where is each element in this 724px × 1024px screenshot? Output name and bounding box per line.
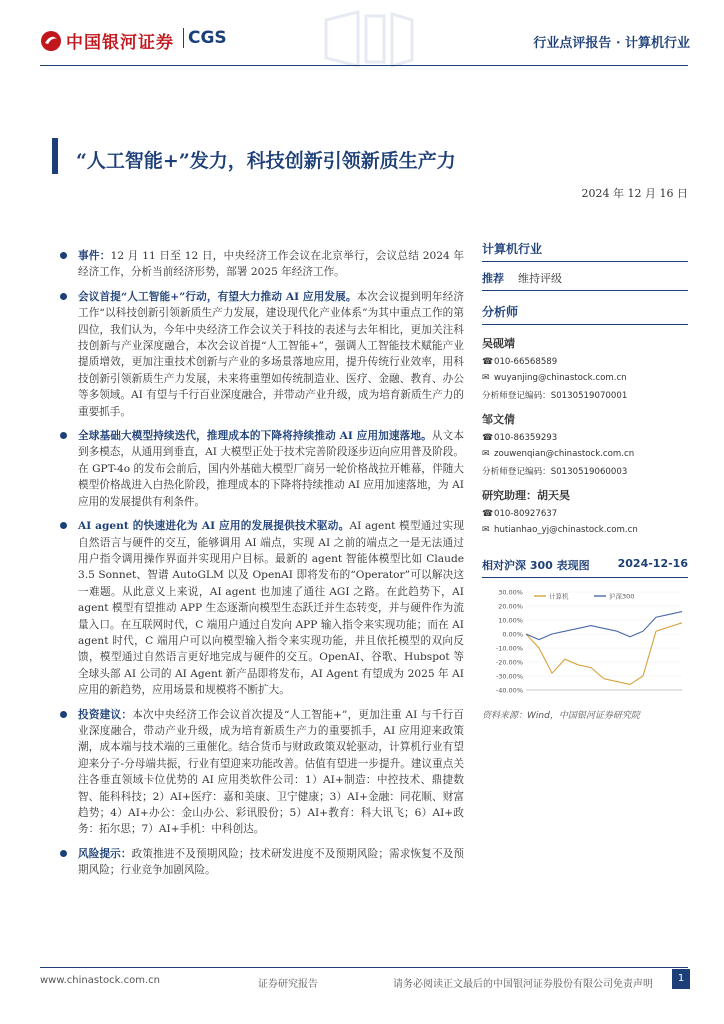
- rating-value: 维持评级: [518, 272, 562, 285]
- rating-row: [482, 270, 688, 286]
- footer-divider: [40, 967, 688, 968]
- header-divider: [40, 65, 688, 66]
- analyst-email[interactable]: ✉ zouwenqian@chinastock.com.cn: [482, 449, 635, 459]
- analyst-heading: 分析师: [482, 305, 519, 319]
- bullet-icon: [60, 711, 67, 718]
- sidebar-divider: [482, 577, 688, 578]
- industry-label: 计算机行业: [482, 242, 543, 256]
- title-accent-bar: [52, 138, 58, 174]
- paragraph-lead: 投资建议：: [78, 708, 133, 721]
- y-tick-label: -30.00%: [495, 672, 523, 681]
- analyst-cert: 分析师登记编码：S0130519060003: [482, 467, 628, 477]
- main-content: [58, 248, 464, 887]
- chart-title-row: [482, 557, 688, 573]
- paragraph-body: 政策推进不及预期风险；技术研发进度不及预期风险；需求恢复不及预期风险；行业竞争加剧风险。: [78, 847, 465, 877]
- paragraph-body: 12 月 11 日至 12 日，中央经济工作会议在北京举行，会议总结 2024 年经济工作，分析当前经济形势，部署 2025 年经济工作。: [78, 250, 464, 279]
- email-icon: ✉: [482, 373, 490, 383]
- y-tick-label: 20.00%: [498, 602, 523, 611]
- bullet-icon: [60, 432, 67, 439]
- paragraph-body: 从文本到多模态，从通用到垂直，AI 大模型正处于技术完善阶段逐步迈向应用普及阶段。在 GPT-4o 的发布会前后，国内外基础大模型厂商另一轮价格战拉开帷幕，伴随大模型价格战进入白热化阶段，推理成本的下降将持续推动 AI 应用加速落地，为 AI 应用的发展提供有利条件。: [78, 430, 464, 508]
- assistant-phone: ☎010-80927637: [482, 509, 558, 519]
- company-logo-icon: [40, 30, 62, 52]
- analyst-phone: ☎010-86359293: [482, 433, 558, 443]
- footer-disclaimer: 请务必阅读正文最后的中国银河证券股份有限公司免责声明: [393, 979, 653, 990]
- bullet-icon: [60, 293, 67, 300]
- bullet-icon: [60, 850, 67, 857]
- sidebar: [482, 240, 688, 721]
- analyst-phone: ☎010-66568589: [482, 357, 558, 367]
- paragraph-lead: 会议首提“人工智能+”行动，有望大力推动 AI 应用发展。: [78, 290, 357, 303]
- page-number: 1: [672, 969, 690, 989]
- paragraph: [58, 289, 464, 420]
- y-tick-label: 30.00%: [498, 588, 523, 597]
- paragraph-body: 本次会议提到明年经济工作“以科技创新引领新质生产力发展，建设现代化产业体系”为其中重点工作的第四位，我们认为，今年中央经济工作会议关于科技的表述与去年相比，更加关注科技创新与产业深度融合，本次会议首提“人工智能+”，强调人工智能技术赋能产业提质增效，更加注重技术创新与产业的多场景落地应用，提升传统行业效率，用科技创新引领新质生产力发展，未来将重塑如传统制造业、医疗、金融、教育、办公等多领域。AI 有望与千行百业深度融合，并带动产业升级，成为培育新质生产力的重要抓手。: [78, 290, 464, 418]
- paragraph: [58, 707, 464, 838]
- analyst-email[interactable]: ✉ wuyanjing@chinastock.com.cn: [482, 373, 627, 383]
- chart-date: 2024-12-16: [617, 557, 688, 570]
- y-tick-label: 10.00%: [498, 616, 523, 625]
- phone-icon: ☎: [482, 509, 494, 519]
- rating-label: 推荐: [482, 272, 504, 285]
- email-icon: ✉: [482, 449, 490, 459]
- watermark-logo-icon: [318, 10, 418, 68]
- paragraph-lead: 全球基础大模型持续迭代，推理成本的下降将持续推动 AI 应用加速落地。: [78, 430, 432, 443]
- legend-label: 沪深300: [609, 592, 635, 601]
- paragraph-lead: 事件：: [78, 250, 111, 262]
- legend-label: 计算机: [549, 592, 569, 601]
- analyst-cert: 分析师登记编码：S0130519070001: [482, 391, 628, 401]
- analyst-name: 吴砚靖: [482, 337, 515, 350]
- report-type: 行业点评报告 · 计算机行业: [533, 36, 690, 51]
- y-tick-label: -10.00%: [495, 644, 523, 653]
- performance-chart: [482, 582, 688, 700]
- sidebar-divider: [482, 290, 688, 291]
- series-line-hs300: [526, 612, 682, 640]
- footer-label: 证券研究报告: [258, 979, 318, 990]
- footer-url[interactable]: www.chinastock.com.cn: [40, 975, 160, 986]
- series-line-computer: [526, 623, 682, 685]
- paragraph: [58, 248, 464, 281]
- chart-title: 相对沪深 300 表现图: [482, 559, 590, 572]
- y-tick-label: 0.00%: [502, 630, 523, 639]
- bullet-icon: [60, 252, 67, 259]
- y-tick-label: -20.00%: [495, 658, 523, 667]
- sidebar-divider: [482, 261, 688, 262]
- phone-icon: ☎: [482, 433, 494, 443]
- assistant-name: 研究助理：胡天昊: [482, 489, 570, 502]
- y-tick-label: -40.00%: [495, 686, 523, 695]
- report-title: “人工智能+”发力，科技创新引领新质生产力: [76, 150, 456, 172]
- chart-source: 资料来源：Wind，中国银河证券研究院: [482, 711, 640, 721]
- assistant-email[interactable]: ✉ hutianhao_yj@chinastock.com.cn: [482, 525, 638, 535]
- paragraph: [58, 428, 464, 510]
- report-date: 2024 年 12 月 16 日: [581, 187, 688, 200]
- paragraph-body: AI agent 模型通过实现自然语言与硬件的交互，能够调用 AI 端点，实现 AI 之前的端点之一是无法通过用户指令调用操作界面并实现用户目标。最新的 agent 智能体模型比如 Claude 3.5 Sonnet、智谱 AutoGLM 以及 OpenAI 即将发布的“Operator”可以解决这一难题。从此意义上来说，AI agent 也加速了通往 AGI 之路。在此趋势下，AI agent 模型有望推动 APP 生态逐渐向模型生态跃迁并生态转变，并与硬件作为流量入口。在互联网时代，C 端用户通过自发向 APP 输入指令来实现功能；而在 AI agent 时代，C 端用户可以向模型输入指令来实现功能，并且依托模型的双向反馈，模型通过自然语言更好地完成与硬件的交互。OpenAI、谷歌、Hubspot 等全球头部 AI 公司的 AI Agent 新产品即将发布，AI Agent 有望成为 2025 年 AI 应用的新趋势，应用场景和规模将不断扩大。: [78, 520, 464, 697]
- paragraph-lead: AI agent 的快速进化为 AI 应用的发展提供技术驱动。: [78, 520, 350, 533]
- company-name: 中国银河证券: [66, 33, 174, 53]
- email-icon: ✉: [482, 525, 490, 535]
- phone-icon: ☎: [482, 357, 494, 367]
- analyst-name: 邹文倩: [482, 413, 515, 426]
- paragraph-body: 本次中央经济工作会议首次提及“人工智能+”，更加注重 AI 与千行百业深度融合，带动产业升级，成为培育新质生产力的重要抓手，AI 应用迎来政策潮，成本端与技术端的三重催化。结合货币与财政政策双轮驱动，计算机行业有望迎来分子-分母端共振，行业有望迎来功能改善。估值有望进一步提升。建议重点关注各垂直领域卡位优势的 AI 应用类软件公司：1）AI+制造：中控技术、鼎捷数智、能科科技；2）AI+医疗：嘉和美康、卫宁健康；3）AI+金融：同花顺、财富趋势；4）AI+办公：金山办公、彩讯股份；5）AI+教育：科大讯飞；6）AI+政务：拓尔思；7）AI+手机：中科创达。: [78, 708, 464, 836]
- paragraph: [58, 846, 464, 879]
- paragraph-lead: 风险提示：: [78, 847, 132, 860]
- sidebar-divider: [482, 324, 688, 325]
- paragraph: [58, 518, 464, 698]
- company-abbr: CGS: [183, 28, 227, 48]
- bullet-icon: [60, 522, 67, 529]
